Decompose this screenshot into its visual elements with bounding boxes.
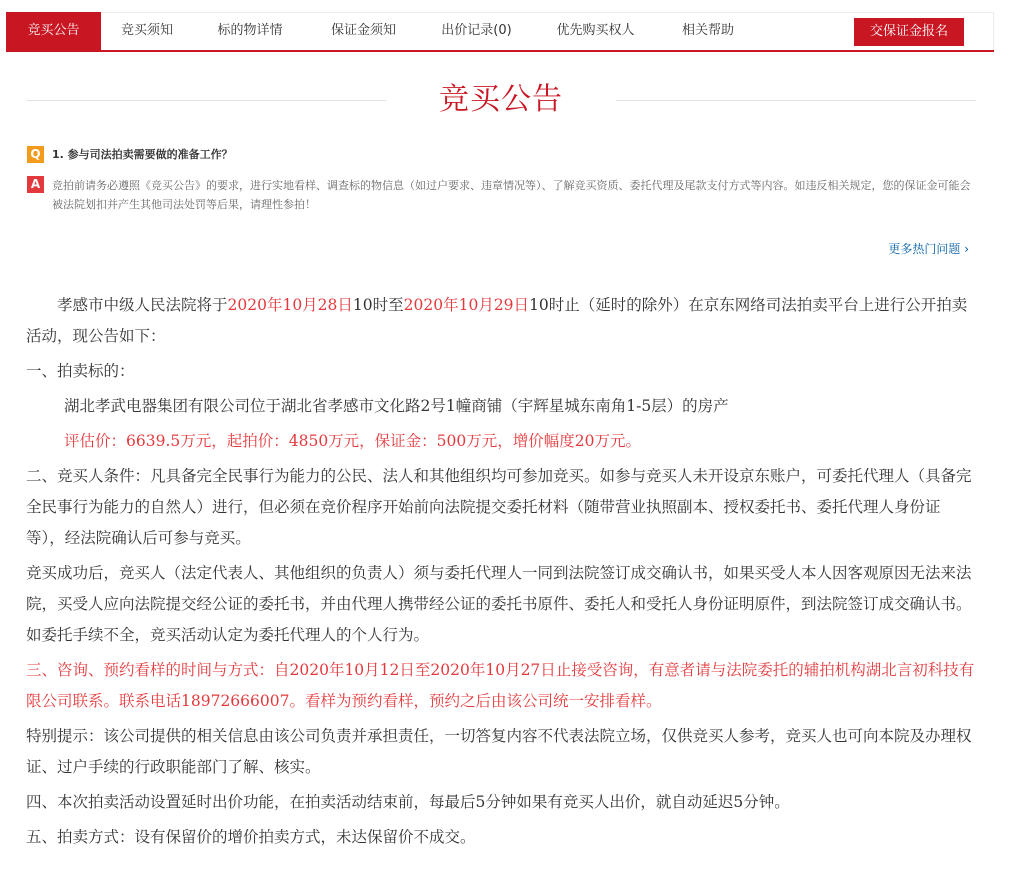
tab-help[interactable]: 相关帮助 <box>681 23 734 38</box>
announcement-body <box>26 290 976 853</box>
question-badge-icon: Q <box>27 146 44 163</box>
tab-bidding-instructions[interactable]: 竞买须知 <box>120 23 173 38</box>
success-procedure-paragraph: 竞买成功后，竞买人（法定代表人、其他组织的负责人）须与委托代理人一同到法院签订成交确认书，如果买受人本人因客观原因无法来法院，买受人应向法院提交经公证的委托书，并由代理人携带经公证的委托书原件、委托人和受托人身份证明原件，到法院签订成交确认书。如委托手续不全，竞买活动认定为委托代理人的个人行为。 <box>26 564 972 644</box>
more-hot-questions-link[interactable]: 更多热门问题 › <box>888 242 969 256</box>
intro-end-date: 2020年10月29日 <box>403 296 530 314</box>
intro-text-2: 10时至 <box>352 296 404 314</box>
faq-answer: 竞拍前请务必遵照《竞买公告》的要求，进行实地看样、调查标的物信息（如过户要求、违章情况等）、了解竞买资质、委托代理及尾款支付方式等内容。如违反相关规定，您的保证金可能会被法院划扣并产生其他司法处罚等后果，请理性参拍！ <box>52 179 971 211</box>
answer-badge-icon: A <box>27 176 44 193</box>
tab-bar <box>6 12 994 52</box>
section1-heading: 一、拍卖标的： <box>26 362 135 380</box>
section3-consultation: 三、咨询、预约看样的时间与方式：自2020年10月12日至2020年10月27日止接受咨询，有意者请与法院委托的辅拍机构湖北言初科技有限公司联系。联系电话18972666007。看样为预约看样，预约之后由该公司统一安排看样。 <box>26 661 975 710</box>
page-title-row <box>26 78 976 122</box>
intro-paragraph <box>26 290 976 352</box>
intro-start-date: 2020年10月28日 <box>227 296 353 314</box>
section4-delay-bidding: 四、本次拍卖活动设置延时出价功能，在拍卖活动结束前，每最后5分钟如果有竞买人出价，就自动延迟5分钟。 <box>26 793 790 811</box>
section2-bidder-conditions: 二、竞买人条件：凡具备完全民事行为能力的公民、法人和其他组织均可参加竞买。如参与竞买人未开设京东账户，可委托代理人（具备完全民事行为能力的自然人）进行，但必须在竞价程序开始前向法院提交委托材料（随带营业执照副本、授权委托书、委托代理人身份证等），经法院确认后可参与竞买。 <box>26 467 972 547</box>
auction-item-description: 湖北孝武电器集团有限公司位于湖北省孝感市文化路2号1幢商铺（宇辉星城东南角1-5层）的房产 <box>64 397 729 415</box>
section5-auction-method: 五、拍卖方式：设有保留价的增价拍卖方式，未达保留价不成交。 <box>26 828 476 846</box>
special-notice: 特别提示：该公司提供的相关信息由该公司负责并承担责任，一切答复内容不代表法院立场，仅供竞买人参考，竞买人也可向本院及办理权证、过户手续的行政职能部门了解、核实。 <box>26 727 972 776</box>
price-info: 评估价：6639.5万元，起拍价：4850万元，保证金：500万元，增价幅度20万元。 <box>64 432 641 450</box>
tab-bid-records[interactable]: 出价记录(0) <box>441 23 512 38</box>
tab-item-details[interactable]: 标的物详情 <box>217 23 283 38</box>
page-title: 竞买公告 <box>439 82 563 117</box>
tab-deposit-instructions[interactable]: 保证金须知 <box>330 23 396 38</box>
tab-auction-notice[interactable]: 竞买公告 <box>6 12 101 50</box>
tab-preemption-holders[interactable]: 优先购买权人 <box>556 23 635 38</box>
pay-deposit-register-button[interactable]: 交保证金报名 <box>854 18 964 46</box>
faq-question: 1. 参与司法拍卖需要做的准备工作？ <box>52 148 233 161</box>
intro-text-1: 孝感市中级人民法院将于 <box>57 296 228 314</box>
intro-text-3: 10时止（延时的除外）在京东网络司法拍卖平台上进行公开拍卖活动，现公告如下： <box>26 296 968 345</box>
